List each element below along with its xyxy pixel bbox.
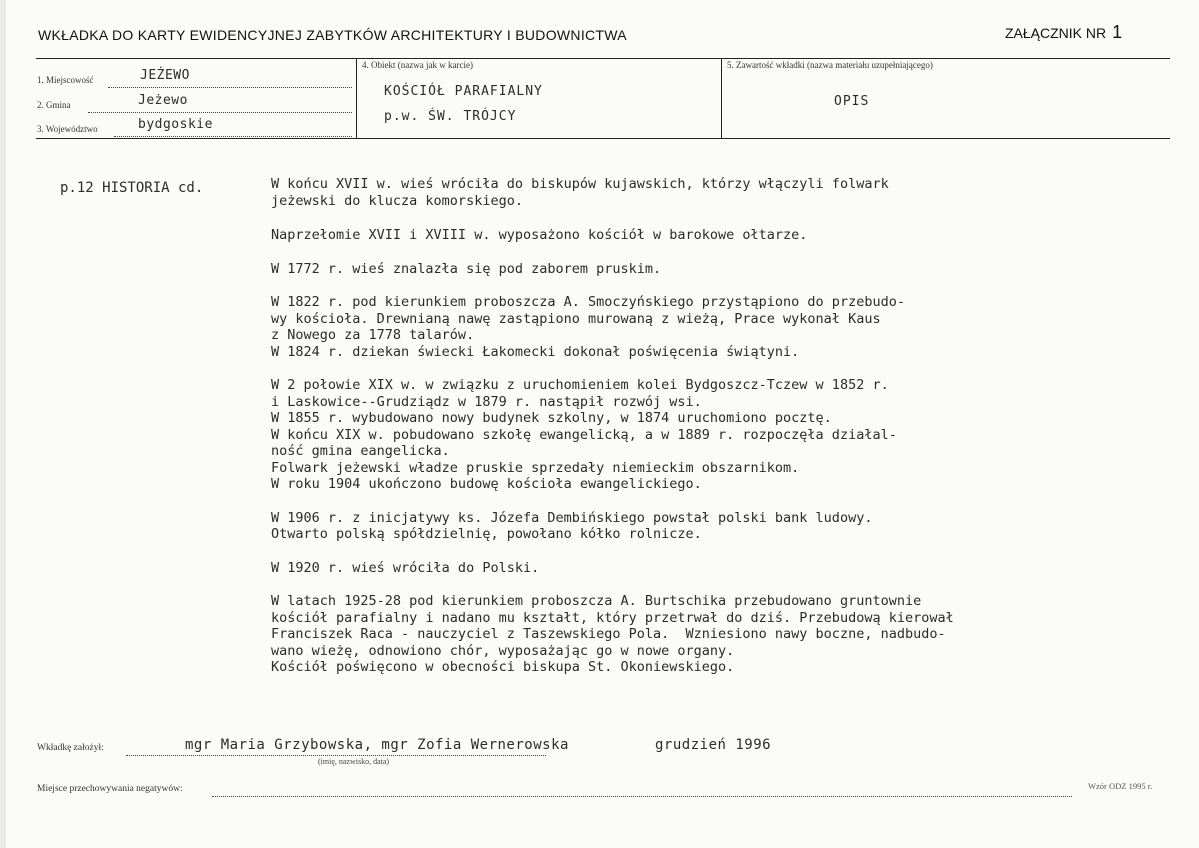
paragraph bbox=[271, 261, 1171, 278]
text-line: ność gmina eangelicka. bbox=[271, 443, 450, 459]
locality-value: JEŻEWO bbox=[140, 68, 190, 83]
contents-label: 5. Zawartość wkładki (nazwa materiału uzupełniającego) bbox=[727, 60, 933, 70]
object-label: 4. Obiekt (nazwa jak w karcie) bbox=[362, 60, 473, 70]
negatives-location-label: Miejsce przechowywania negatywów: bbox=[37, 784, 183, 794]
prepared-by-dotted-line bbox=[126, 754, 546, 756]
negatives-location-dotted-line bbox=[212, 795, 1072, 797]
text-line: Folwark jeżewski władze pruskie sprzedały niemieckim obszarnikom. bbox=[271, 459, 800, 476]
text-line: W roku 1904 ukończono budowę kościoła ewangelickiego. bbox=[271, 476, 702, 492]
text-line: W 1855 r. wybudowano nowy budynek szkolny, w 1874 uruchomiono pocztę. bbox=[271, 410, 832, 426]
commune-label: 2. Gmina bbox=[37, 100, 71, 110]
text-line: W 2 połowie XIX w. w związku z uruchomieniem kolei Bydgoszcz-Tczew w 1852 r. bbox=[271, 377, 889, 393]
page-edge bbox=[0, 0, 6, 848]
annex-label-text: ZAŁĄCZNIK NR bbox=[1005, 25, 1107, 41]
paragraph bbox=[271, 593, 1171, 676]
header-top-rule bbox=[36, 58, 1170, 59]
text-line: z Nowego za 1778 talarów. bbox=[271, 327, 475, 343]
paragraph bbox=[271, 377, 1171, 493]
text-line: W końcu XVII w. wieś wróciła do biskupów kujawskich, którzy włączyli folwark bbox=[271, 176, 889, 192]
column-divider-2 bbox=[721, 58, 722, 138]
prepared-by-caption: (imię, nazwisko, data) bbox=[318, 757, 390, 766]
text-line: Naprzełomie XVII i XVIII w. wyposażono kościół w barokowe ołtarze. bbox=[271, 227, 808, 243]
form-pattern-code: Wzór ODZ 1995 r. bbox=[1088, 781, 1153, 791]
column-divider-1 bbox=[356, 58, 357, 138]
text-line: W 1906 r. z inicjatywy ks. Józefa Dembińskiego powstał polski bank ludowy. bbox=[271, 509, 873, 526]
prepared-by-names: mgr Maria Grzybowska, mgr Zofia Wernerowska bbox=[185, 737, 569, 753]
contents-value: OPIS bbox=[834, 94, 870, 109]
voivodeship-value: bydgoskie bbox=[138, 117, 213, 132]
object-name-line1: KOŚCIÓŁ PARAFIALNY bbox=[384, 84, 543, 99]
history-text bbox=[271, 176, 1171, 676]
text-line: i Laskowice--Grudziądz w 1879 r. nastąpił rozwój wsi. bbox=[271, 393, 702, 410]
text-line: W końcu XIX w. pobudowano szkołę ewangelicką, a w 1889 r. rozpoczęła działal- bbox=[271, 426, 897, 443]
text-line: kościół parafialny i nadano mu kształt, który przetrwał do dziś. Przebudową kierował bbox=[271, 609, 954, 626]
text-line: W 1920 r. wieś wróciła do Polski. bbox=[271, 559, 540, 576]
paragraph bbox=[271, 294, 1171, 360]
object-name-line2: p.w. ŚW. TRÓJCY bbox=[384, 109, 517, 124]
header-bottom-rule bbox=[36, 138, 1170, 139]
text-line: Otwarto polską spółdzielnię, powołano kółko rolnicze. bbox=[271, 526, 702, 542]
text-line: jeżewski do klucza komorskiego. bbox=[271, 192, 523, 209]
locality-dotted-line bbox=[108, 86, 352, 88]
text-line: W 1822 r. pod kierunkiem proboszcza A. Smoczyńskiego przystąpiono do przebudo- bbox=[271, 294, 905, 310]
text-line: W 1824 r. dziekan świecki Łakomecki dokonał poświęcenia świątyni. bbox=[271, 343, 800, 360]
text-line: Franciszek Raca - nauczyciel z Taszewskiego Pola. Wzniesiono nawy boczne, nadbudo- bbox=[271, 626, 946, 642]
section-label: p.12 HISTORIA cd. bbox=[60, 180, 204, 196]
paragraph bbox=[271, 176, 1171, 209]
text-line: W latach 1925-28 pod kierunkiem proboszcza A. Burtschika przebudowano gruntownie bbox=[271, 593, 922, 609]
prepared-date: grudzień 1996 bbox=[655, 737, 772, 753]
annex-label bbox=[1005, 22, 1122, 43]
prepared-by-label: Wkładkę założył: bbox=[37, 743, 104, 753]
voivodeship-label: 3. Województwo bbox=[37, 124, 98, 134]
text-line: W 1772 r. wieś znalazła się pod zaborem pruskim. bbox=[271, 260, 662, 277]
commune-dotted-line bbox=[88, 111, 352, 113]
text-line: wy kościoła. Drewnianą nawę zastąpiono murowaną z wieżą, Prace wykonał Kaus bbox=[271, 310, 881, 327]
locality-label: 1. Miejscowość bbox=[37, 75, 94, 85]
voivodeship-dotted-line bbox=[114, 135, 352, 137]
paragraph bbox=[271, 510, 1171, 543]
paragraph bbox=[271, 227, 1171, 244]
document-title: WKŁADKA DO KARTY EWIDENCYJNEJ ZABYTKÓW ARCHITEKTURY I BUDOWNICTWA bbox=[38, 27, 627, 43]
text-line: Kościół poświęcono w obecności biskupa St. Okoniewskiego. bbox=[271, 659, 735, 675]
text-line: wano wieżę, odnowiono chór, wyposażając go w nowe organy. bbox=[271, 642, 735, 659]
paragraph bbox=[271, 560, 1171, 577]
annex-number: 1 bbox=[1112, 22, 1123, 42]
commune-value: Jeżewo bbox=[138, 93, 188, 108]
